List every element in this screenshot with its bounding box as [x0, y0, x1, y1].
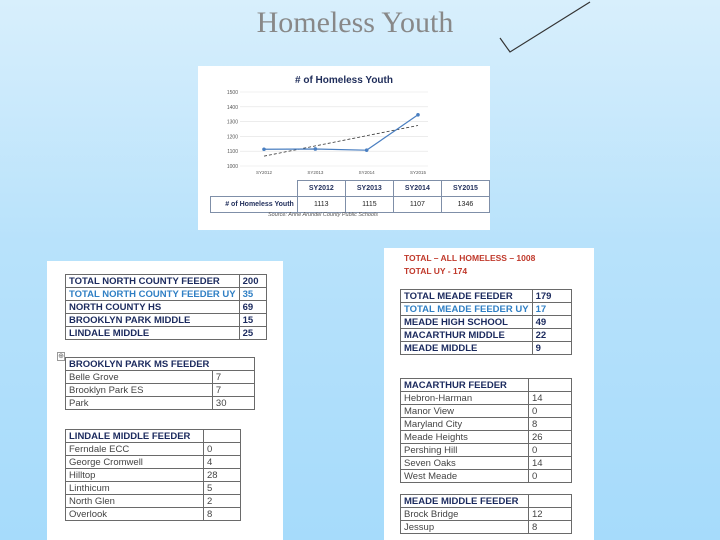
school-name: North Glen — [66, 495, 204, 508]
table-row — [66, 288, 267, 301]
table-row — [401, 303, 572, 316]
school-count: 8 — [204, 508, 241, 521]
feeder-count: 17 — [532, 303, 571, 316]
school-count: 30 — [212, 397, 254, 410]
school-name: Pershing Hill — [401, 444, 529, 457]
line-chart — [214, 70, 474, 180]
school-name: Brooklyn Park ES — [66, 384, 213, 397]
lindale-feeder-table — [65, 429, 241, 521]
data-point — [262, 147, 266, 151]
school-count: 7 — [212, 384, 254, 397]
section-header: LINDALE MIDDLE FEEDER — [66, 430, 204, 443]
feeder-count: 200 — [239, 275, 266, 288]
north-county-panel — [47, 261, 283, 540]
school-name: Overlook — [66, 508, 204, 521]
y-tick-label: 1300 — [226, 119, 238, 126]
north-county-table — [65, 274, 267, 340]
feeder-name: MEADE HIGH SCHOOL — [401, 316, 533, 329]
chart-data-table — [210, 180, 490, 213]
school-name: Jessup — [401, 521, 529, 534]
school-name: Seven Oaks — [401, 457, 529, 470]
feeder-count: 9 — [532, 342, 571, 355]
feeder-count: 35 — [239, 288, 266, 301]
table-row — [66, 371, 255, 384]
feeder-count: 22 — [532, 329, 571, 342]
header-spacer — [529, 379, 572, 392]
school-count: 5 — [204, 482, 241, 495]
data-point — [314, 147, 318, 151]
year-cell: SY2013 — [345, 181, 393, 197]
section-header: MEADE MIDDLE FEEDER — [401, 495, 529, 508]
year-cell: SY2012 — [297, 181, 345, 197]
table-row — [401, 521, 572, 534]
school-name: George Cromwell — [66, 456, 204, 469]
feeder-name: MACARTHUR MIDDLE — [401, 329, 533, 342]
section-header: BROOKLYN PARK MS FEEDER — [66, 358, 213, 371]
school-count: 14 — [529, 457, 572, 470]
school-count: 0 — [529, 444, 572, 457]
school-name: Park — [66, 397, 213, 410]
table-row — [66, 384, 255, 397]
school-name: Meade Heights — [401, 431, 529, 444]
table-row — [66, 469, 241, 482]
table-row — [401, 405, 572, 418]
school-count: 0 — [204, 443, 241, 456]
total-uy: TOTAL UY - 174 — [404, 266, 468, 276]
school-count: 8 — [529, 418, 572, 431]
y-tick-label: 1200 — [226, 134, 238, 141]
feeder-name: TOTAL MEADE FEEDER — [401, 290, 533, 303]
value-cell: 1346 — [441, 197, 489, 213]
table-row — [401, 392, 572, 405]
total-all-homeless: TOTAL – ALL HOMELESS – 1008 — [404, 253, 536, 263]
feeder-count: 179 — [532, 290, 571, 303]
x-tick-label: SY2013 — [307, 170, 324, 175]
value-cell: 1115 — [345, 197, 393, 213]
data-point — [416, 113, 420, 117]
meade-panel — [384, 248, 594, 540]
table-row — [401, 508, 572, 521]
school-count: 8 — [529, 521, 572, 534]
table-row — [401, 316, 572, 329]
feeder-name: LINDALE MIDDLE — [66, 327, 240, 340]
header-spacer — [212, 358, 254, 371]
table-row — [401, 431, 572, 444]
feeder-count: 15 — [239, 314, 266, 327]
feeder-count: 25 — [239, 327, 266, 340]
school-name: Linthicum — [66, 482, 204, 495]
macarthur-feeder-table — [400, 378, 572, 483]
meade-feeder-table — [400, 289, 572, 355]
meade-middle-feeder-table — [400, 494, 572, 534]
x-tick-label: SY2015 — [409, 170, 427, 175]
school-name: Manor View — [401, 405, 529, 418]
y-tick-label: 1000 — [226, 164, 238, 170]
y-tick-label: 1400 — [226, 104, 238, 111]
feeder-name: BROOKLYN PARK MIDDLE — [66, 314, 240, 327]
year-cell: SY2015 — [441, 181, 489, 197]
feeder-name: TOTAL NORTH COUNTY FEEDER UY — [66, 288, 240, 301]
school-name: Brock Bridge — [401, 508, 529, 521]
table-row — [401, 444, 572, 457]
table-row — [66, 397, 255, 410]
object-anchor-icon: ⊕ — [58, 353, 64, 360]
x-tick-label: SY2014 — [358, 170, 375, 175]
table-row — [401, 457, 572, 470]
brooklyn-park-feeder-table — [65, 357, 255, 410]
table-row — [401, 329, 572, 342]
school-count: 7 — [212, 371, 254, 384]
school-name: Hebron-Harman — [401, 392, 529, 405]
school-name: Belle Grove — [66, 371, 213, 384]
school-count: 26 — [529, 431, 572, 444]
feeder-count: 49 — [532, 316, 571, 329]
checkmark-icon — [498, 0, 598, 56]
section-header: MACARTHUR FEEDER — [401, 379, 529, 392]
value-cell: 1107 — [393, 197, 441, 213]
school-name: Hilltop — [66, 469, 204, 482]
school-count: 12 — [529, 508, 572, 521]
header-spacer — [529, 495, 572, 508]
feeder-name: TOTAL NORTH COUNTY FEEDER — [66, 275, 240, 288]
table-row — [401, 290, 572, 303]
chart-source: Source: Anne Arundel County Public Schools — [268, 212, 378, 218]
school-count: 28 — [204, 469, 241, 482]
chart-panel — [198, 66, 490, 230]
feeder-count: 69 — [239, 301, 266, 314]
table-row — [66, 327, 267, 340]
school-count: 0 — [529, 470, 572, 483]
series-line — [264, 115, 418, 150]
table-row — [66, 443, 241, 456]
school-count: 4 — [204, 456, 241, 469]
table-row — [66, 314, 267, 327]
table-row — [66, 495, 241, 508]
school-name: West Meade — [401, 470, 529, 483]
feeder-name: NORTH COUNTY HS — [66, 301, 240, 314]
table-row — [66, 275, 267, 288]
school-count: 0 — [529, 405, 572, 418]
feeder-name: TOTAL MEADE FEEDER UY — [401, 303, 533, 316]
table-row — [66, 508, 241, 521]
slide-title: Homeless Youth — [256, 6, 454, 39]
table-row — [401, 418, 572, 431]
table-row — [66, 301, 267, 314]
x-tick-label: SY2012 — [255, 170, 273, 175]
y-tick-label: 1100 — [227, 149, 238, 156]
table-row — [401, 470, 572, 483]
table-row — [66, 456, 241, 469]
header-spacer — [204, 430, 241, 443]
chart-title: # of Homeless Youth — [295, 75, 393, 86]
table-row — [66, 482, 241, 495]
school-count: 14 — [529, 392, 572, 405]
y-tick-label: 1500 — [226, 90, 238, 96]
feeder-name: MEADE MIDDLE — [401, 342, 533, 355]
school-name: Maryland City — [401, 418, 529, 431]
row-label: # of Homeless Youth — [211, 197, 298, 213]
school-name: Ferndale ECC — [66, 443, 204, 456]
data-point — [365, 148, 369, 152]
table-row — [401, 342, 572, 355]
totals-block — [404, 252, 535, 278]
year-cell: SY2014 — [393, 181, 441, 197]
school-count: 2 — [204, 495, 241, 508]
value-cell: 1113 — [297, 197, 345, 213]
